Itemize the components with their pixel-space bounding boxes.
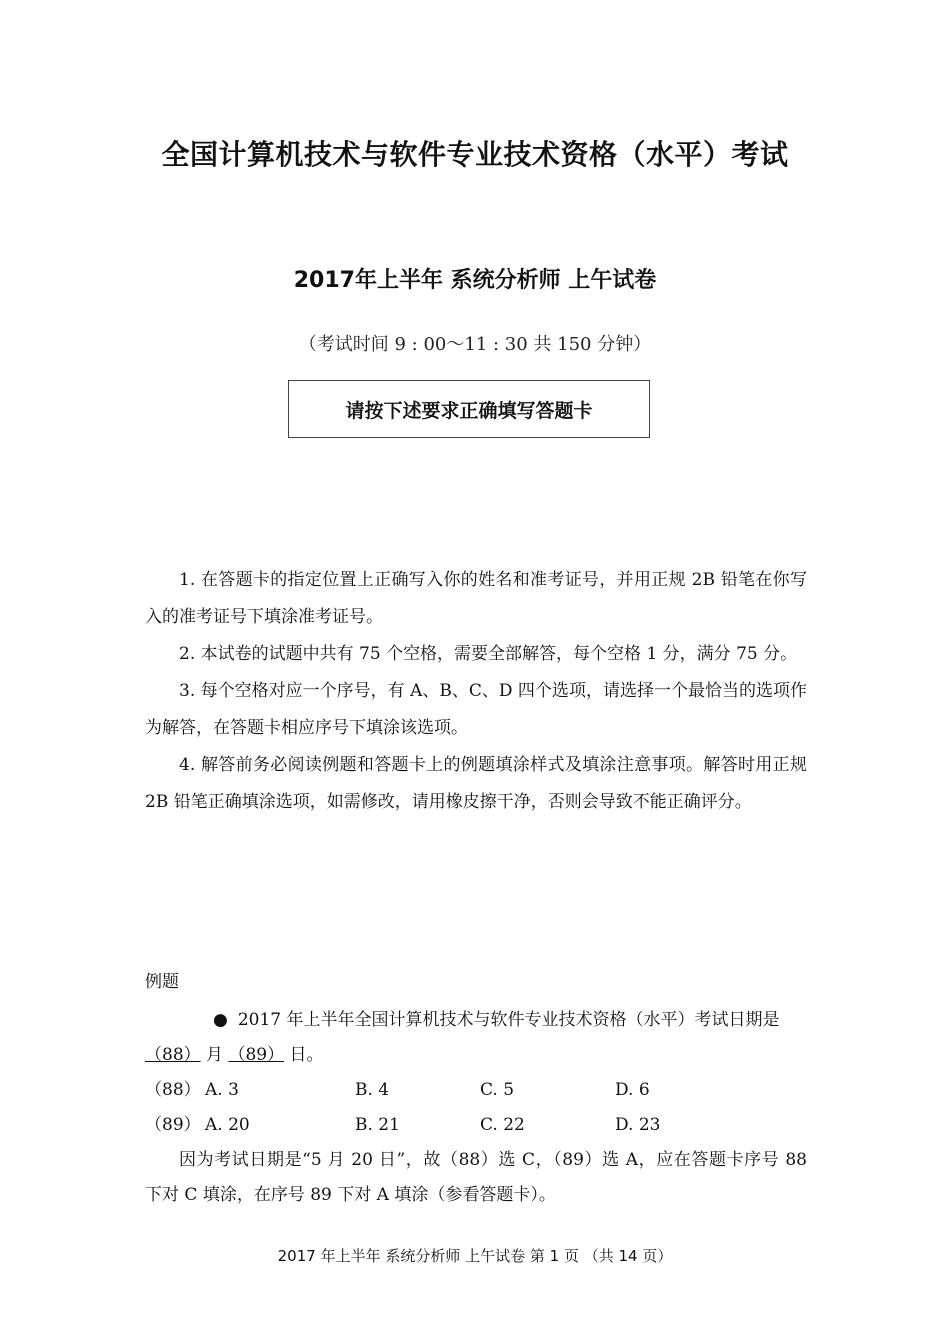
option-number: （89） bbox=[145, 1115, 201, 1135]
option-row-88 bbox=[145, 1073, 807, 1108]
bullet-icon: ● bbox=[213, 1010, 228, 1030]
main-title: 全国计算机技术与软件专业技术资格（水平）考试 bbox=[161, 138, 789, 171]
option-a: A. 3 bbox=[205, 1080, 239, 1100]
instruction-item: 1. 在答题卡的指定位置上正确写入你的姓名和准考证号，并用正规 2B 铅笔在你写入的准考证号下填涂准考证号。 bbox=[145, 570, 807, 627]
option-d: D. 23 bbox=[615, 1115, 661, 1135]
option-b: B. 4 bbox=[355, 1080, 390, 1100]
option-d: D. 6 bbox=[615, 1080, 650, 1100]
example-label: 例题 bbox=[145, 972, 179, 992]
example-question bbox=[145, 1003, 807, 1213]
option-number: （88） bbox=[145, 1080, 201, 1100]
question-prefix: 2017 年上半年全国计算机技术与软件专业技术资格（水平）考试日期是 bbox=[237, 1010, 780, 1030]
instruction-item: 2. 本试卷的试题中共有 75 个空格，需要全部解答，每个空格 1 分，满分 75 分。 bbox=[179, 644, 798, 664]
blank-88: （88） bbox=[145, 1045, 201, 1065]
example-question-text bbox=[145, 1003, 807, 1073]
example-explanation: 因为考试日期是“5 月 20 日”，故（88）选 C，（89）选 A，应在答题卡序号 88 下对 C 填涂，在序号 89 下对 A 填涂（参看答题卡）。 bbox=[145, 1150, 807, 1205]
option-row-89 bbox=[145, 1108, 807, 1143]
instruction-item: 4. 解答前务必阅读例题和答题卡上的例题填涂样式及填涂注意事项。解答时用正规 2B 铅笔正确填涂选项，如需修改，请用橡皮擦干净，否则会导致不能正确评分。 bbox=[145, 755, 807, 812]
question-middle: 月 bbox=[200, 1045, 229, 1065]
exam-time: （考试时间 9 : 00～11 : 30 共 150 分钟） bbox=[298, 334, 652, 355]
instructions bbox=[145, 562, 807, 821]
instruction-item: 3. 每个空格对应一个序号，有 A、B、C、D 四个选项，请选择一个最恰当的选项作为解答，在答题卡相应序号下填涂该选项。 bbox=[145, 681, 807, 738]
paper-title: 2017年上半年 系统分析师 上午试卷 bbox=[293, 268, 657, 293]
option-b: B. 21 bbox=[355, 1115, 400, 1135]
option-a: A. 20 bbox=[205, 1115, 250, 1135]
notice-box: 请按下述要求正确填写答题卡 bbox=[288, 380, 650, 438]
option-c: C. 5 bbox=[480, 1080, 515, 1100]
option-c: C. 22 bbox=[480, 1115, 525, 1135]
question-suffix: 日。 bbox=[284, 1045, 324, 1065]
page-footer: 2017 年上半年 系统分析师 上午试卷 第 1 页 （共 14 页） bbox=[277, 1247, 673, 1265]
blank-89: （89） bbox=[228, 1045, 285, 1065]
